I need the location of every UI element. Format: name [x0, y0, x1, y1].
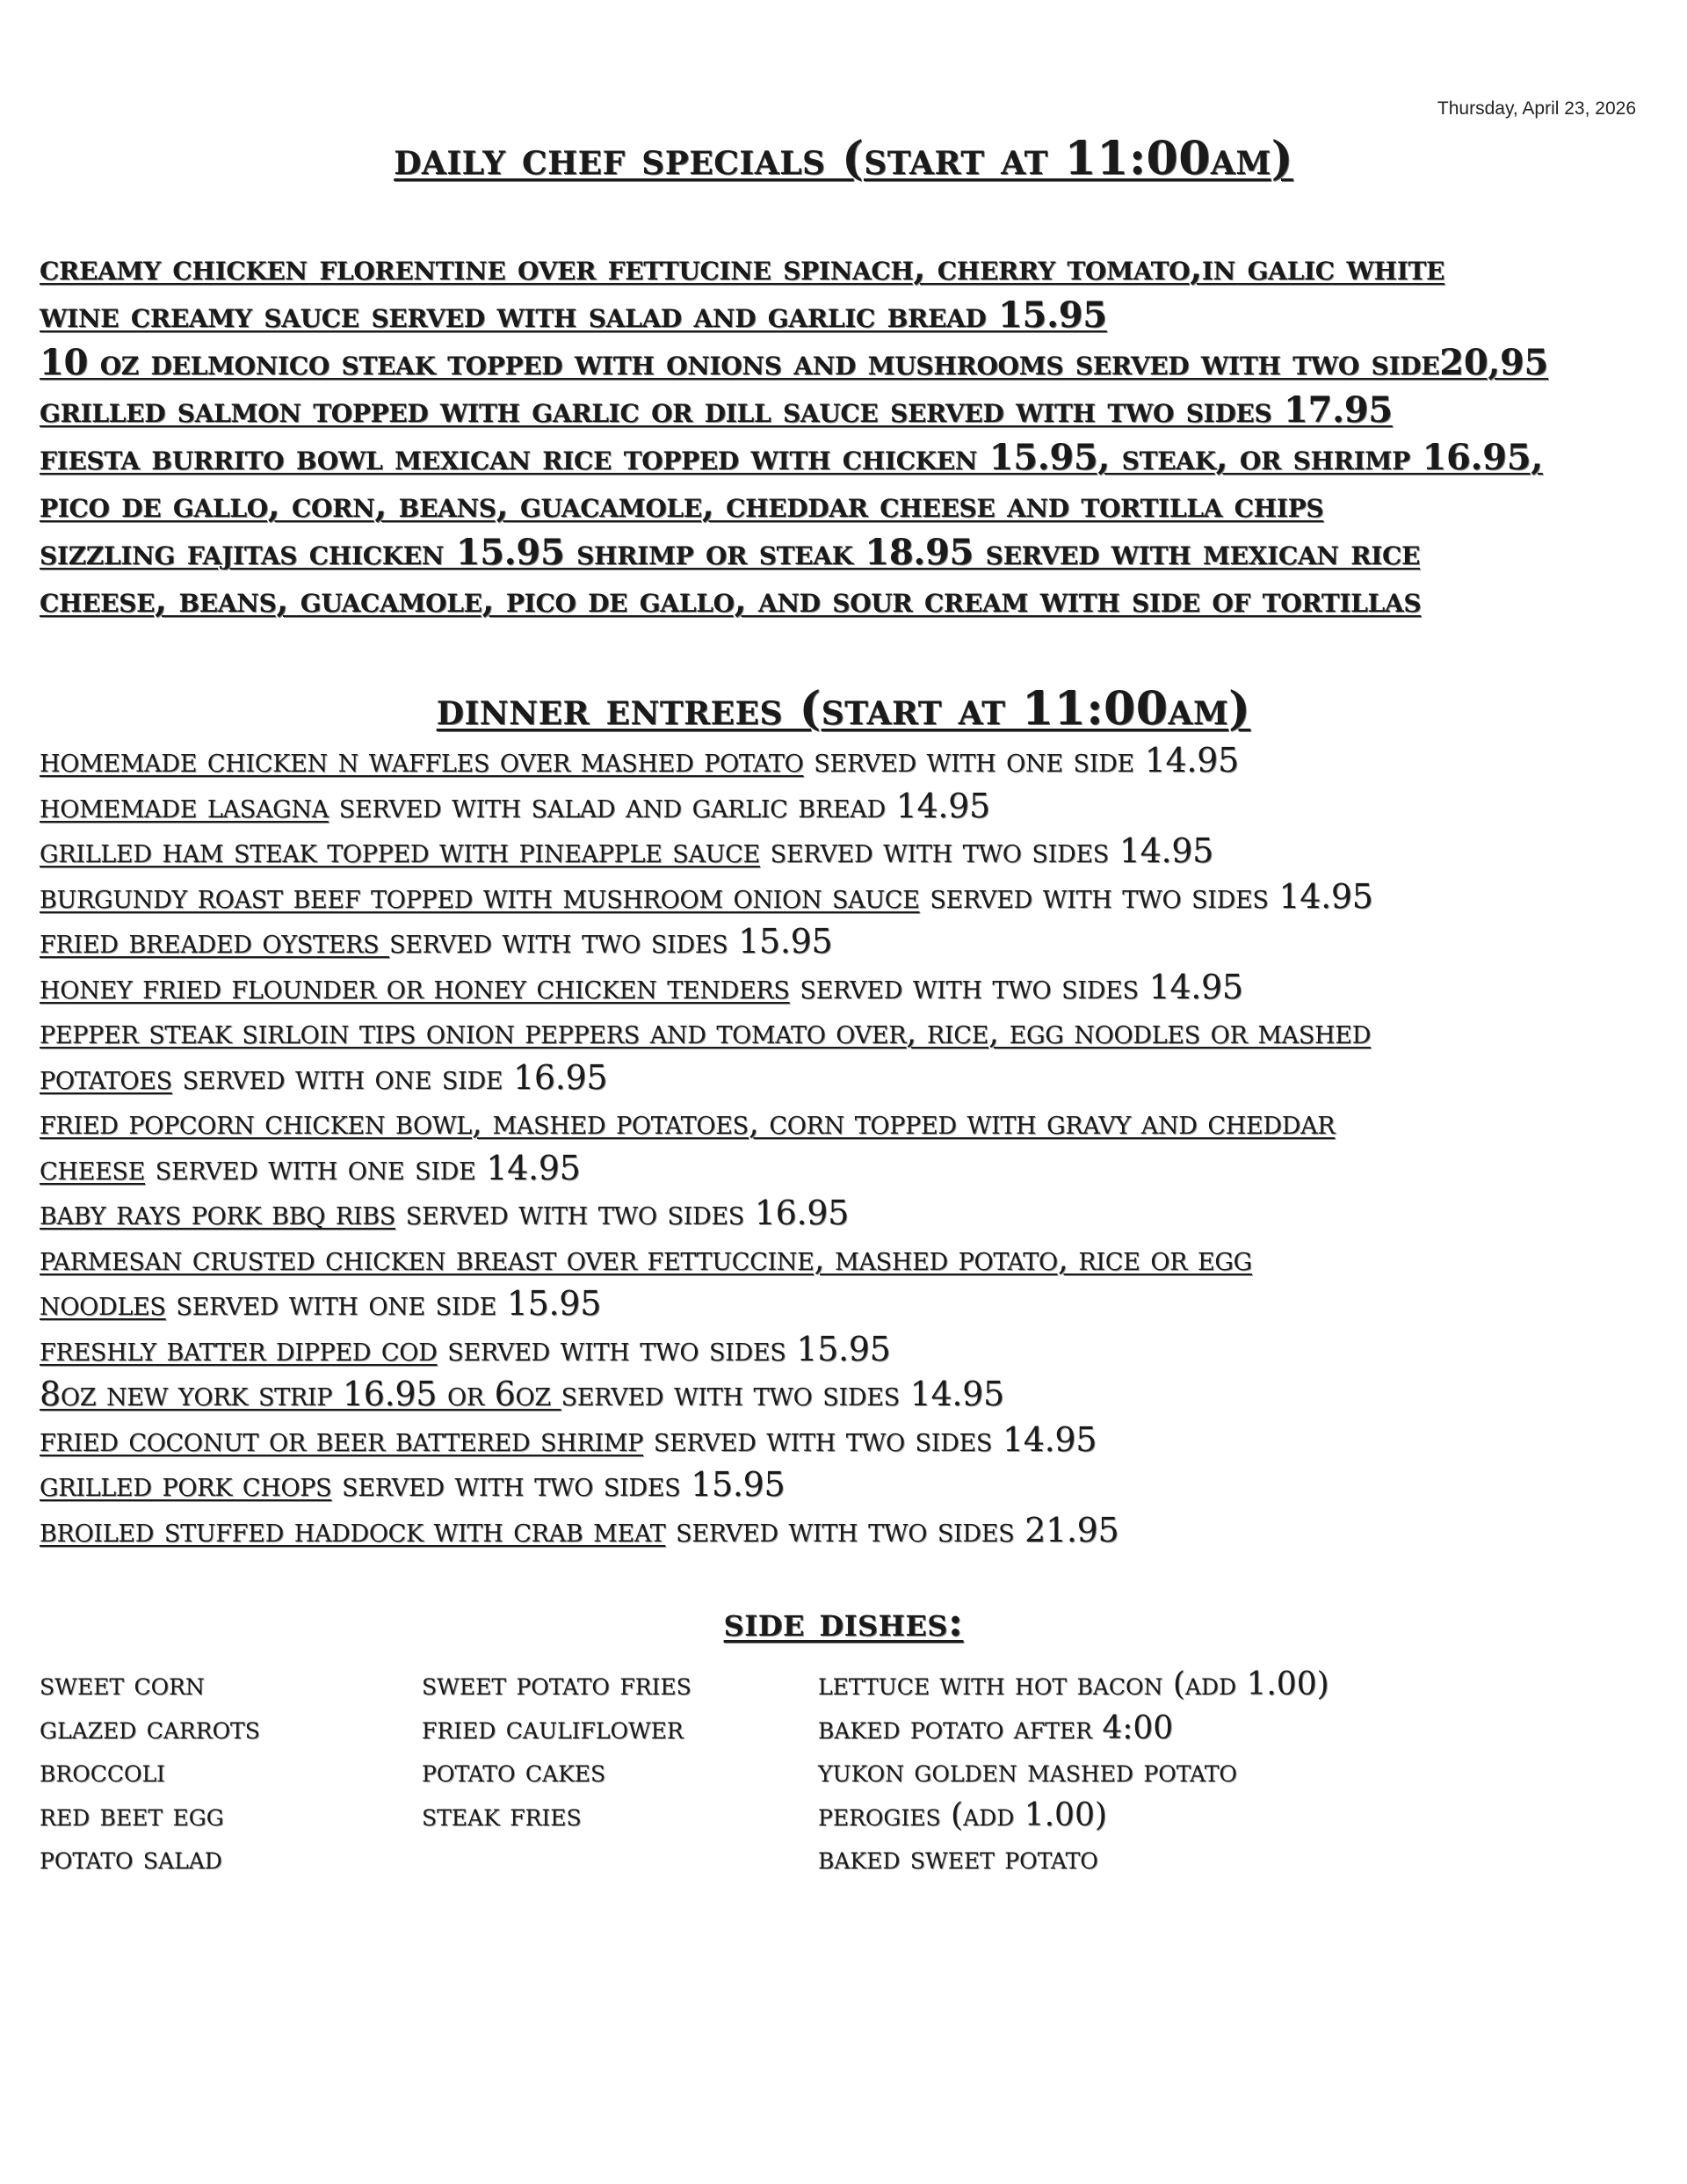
- entree-detail: served with two sides 14.95: [561, 1375, 1004, 1413]
- entree-detail: served with two sides 14.95: [919, 876, 1373, 916]
- entree-detail: served with one side 14.95: [803, 741, 1239, 780]
- side-item: baked sweet potato: [818, 1840, 1098, 1876]
- special-line: sizzling fajitas chicken 15.95 shrimp or steak 18.95 served with mexican rice: [40, 532, 1421, 573]
- side-item: baked potato after 4:00: [818, 1709, 1174, 1746]
- sides-column-2: [422, 1663, 691, 1837]
- side-item: yukon golden mashed potato: [818, 1753, 1237, 1789]
- entree-line: [40, 965, 1656, 1011]
- side-item: sweet corn: [40, 1666, 205, 1702]
- entree-name: honey fried flounder or honey chicken tenders: [40, 967, 790, 1006]
- entree-line: [40, 1056, 1656, 1101]
- side-item: glazed carrots: [40, 1709, 260, 1746]
- side-item: sweet potato fries: [422, 1666, 691, 1702]
- side-item: potato salad: [40, 1840, 222, 1876]
- entree-name: burgundy roast beef topped with mushroom onion sauce: [40, 876, 920, 916]
- entree-detail: served with two sides 14.95: [789, 967, 1243, 1006]
- entrees-list: [40, 738, 1656, 1553]
- specials-heading: daily chef specials (start at 11:00am): [394, 132, 1293, 185]
- special-line: 10 oz delmonico steak topped with onions and mushrooms served with two side20,95: [40, 342, 1549, 383]
- entree-line: [40, 1010, 1656, 1056]
- entrees-heading: dinner entrees (start at 11:00am): [436, 682, 1251, 736]
- entree-detail: served with two sides 21.95: [665, 1510, 1119, 1549]
- menu-date: Thursday, April 23, 2026: [1437, 98, 1636, 119]
- entree-detail: served with two sides 15.95: [331, 1465, 786, 1504]
- entree-name: cheese: [40, 1148, 146, 1187]
- special-line: cheese, beans, guacamole, pico de gallo, and sour cream with side of tortillas: [40, 579, 1422, 620]
- side-item: lettuce with hot bacon (add 1.00): [818, 1666, 1329, 1702]
- entree-line: [40, 829, 1656, 874]
- entree-detail: served with one side 15.95: [165, 1284, 602, 1323]
- special-line: grilled salmon topped with garlic or dill sauce served with two sides 17.95: [40, 389, 1393, 431]
- sides-column-1: [40, 1663, 260, 1881]
- entree-name: broiled stuffed haddock with crab meat: [40, 1510, 666, 1549]
- entree-line: [40, 1327, 1656, 1373]
- entree-name: fried coconut or beer battered shrimp: [40, 1419, 644, 1459]
- entree-line: [40, 1418, 1656, 1463]
- entree-name: potatoes: [40, 1057, 172, 1097]
- entree-name: freshly batter dipped cod: [40, 1329, 438, 1368]
- entree-detail: served with one side 16.95: [171, 1057, 608, 1097]
- specials-list: [40, 244, 1656, 624]
- entree-detail: served with two sides 14.95: [759, 831, 1213, 870]
- entree-line: [40, 919, 1656, 965]
- entree-name: pepper steak sirloin tips onion peppers and tomato over, rice, egg noodles or mashed: [40, 1012, 1372, 1051]
- entree-name: grilled ham steak topped with pineapple sauce: [40, 831, 760, 870]
- entree-name: grilled pork chops: [40, 1465, 332, 1504]
- side-item: red beet egg: [40, 1796, 224, 1833]
- entree-name: noodles: [40, 1284, 166, 1323]
- entree-detail: served with two sides 15.95: [437, 1329, 891, 1368]
- entree-name: homemade chicken n waffles over mashed potato: [40, 741, 804, 780]
- entree-line: [40, 1237, 1656, 1282]
- entree-line: [40, 1146, 1656, 1192]
- entree-detail: served with two sides 14.95: [643, 1419, 1097, 1459]
- entree-line: [40, 1462, 1656, 1508]
- special-line: pico de gallo, corn, beans, guacamole, cheddar cheese and tortilla chips: [40, 484, 1324, 526]
- side-item: perogies (add 1.00): [818, 1796, 1107, 1833]
- entree-name: baby rays pork bbq ribs: [40, 1194, 395, 1232]
- entree-line: [40, 1281, 1656, 1327]
- entree-detail: served with two sides 15.95: [389, 922, 833, 961]
- special-line: wine creamy sauce served with salad and garlic bread 15.95: [40, 294, 1107, 336]
- entree-name: parmesan crusted chicken breast over fettuccine, mashed potato, rice or egg: [40, 1238, 1252, 1278]
- entree-name: homemade lasagna: [40, 786, 329, 825]
- special-line: fiesta burrito bowl mexican rice topped with chicken 15.95, steak, or shrimp 16.95,: [40, 437, 1543, 478]
- entree-detail: served with one side 14.95: [145, 1148, 581, 1187]
- entree-name: fried popcorn chicken bowl, mashed potatoes, corn topped with gravy and cheddar: [40, 1103, 1336, 1142]
- side-item: fried cauliflower: [422, 1709, 684, 1746]
- special-line: creamy chicken florentine over fettucine spinach, cherry tomato,in galic white: [40, 247, 1445, 288]
- sides-heading: side dishes:: [723, 1598, 964, 1645]
- entree-name: fried breaded oysters: [40, 922, 390, 961]
- entree-line: [40, 1191, 1656, 1237]
- entree-line: [40, 1508, 1656, 1554]
- side-item: steak fries: [422, 1796, 582, 1833]
- entree-line: [40, 784, 1656, 830]
- entree-line: [40, 1372, 1656, 1418]
- entree-detail: served with two sides 16.95: [395, 1194, 850, 1232]
- entree-name: 8oz new york strip 16.95 or 6oz: [40, 1375, 561, 1413]
- side-item: potato cakes: [422, 1753, 606, 1789]
- entree-detail: served with salad and garlic bread 14.95: [328, 786, 990, 825]
- sides-column-3: [818, 1663, 1329, 1881]
- entree-line: [40, 738, 1656, 784]
- side-item: broccoli: [40, 1753, 165, 1789]
- entree-line: [40, 874, 1656, 920]
- entree-line: [40, 1100, 1656, 1146]
